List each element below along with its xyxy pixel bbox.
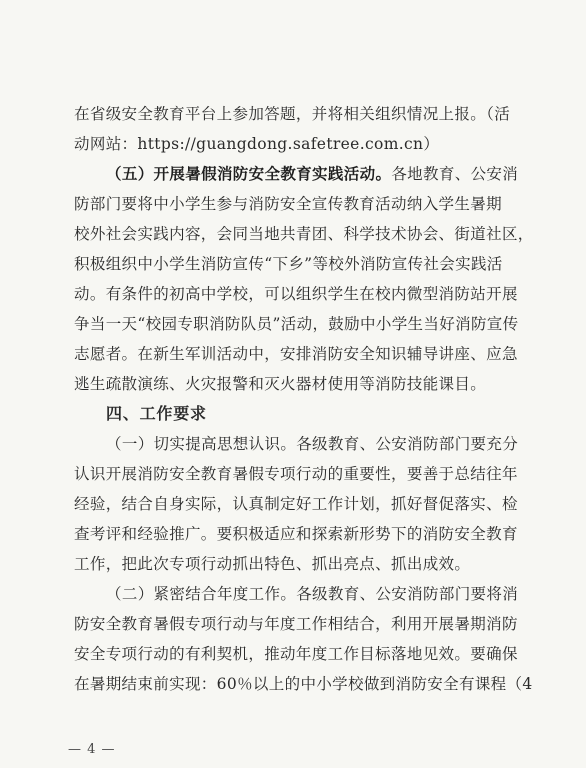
text-line-14: 经验，结合自身实际，认真制定好工作计划，抓好督促落实、检 — [74, 495, 518, 513]
paragraph-5-title: （五）开展暑假消防安全教育实践活动。 — [106, 164, 392, 183]
text-line-4: 防部门要将中小学生参与消防安全宣传教育活动纳入学生暑期 — [74, 195, 502, 213]
page-number: — 4 — — [68, 742, 116, 757]
text-line-2: 动网站：https://guangdong.safetree.com.cn） — [74, 135, 440, 153]
requirement-1-first-line — [106, 434, 526, 454]
text-line-19: 安全专项行动的有利契机，推动年度工作目标落地见效。要确保 — [74, 645, 518, 663]
requirement-2-title: （二）紧密结合年度工作。 — [106, 585, 297, 603]
section-heading: 四、工作要求 — [106, 404, 207, 423]
text-line-10: 逃生疏散演练、火灾报警和灭火器材使用等消防技能课目。 — [74, 375, 487, 393]
text-line-9: 志愿者。在新生军训活动中，安排消防安全知识辅导讲座、应急 — [74, 345, 518, 363]
text-line-13: 认识开展消防安全教育暑假专项行动的重要性，要善于总结往年 — [74, 465, 518, 483]
text-line-20: 在暑期结束前实现：60％以上的中小学校做到消防安全有课程（4 — [74, 675, 533, 693]
paragraph-5-text: 各地教育、公安消 — [391, 165, 519, 183]
text-line-18: 防安全教育暑假专项行动与年度工作相结合，利用开展暑期消防 — [74, 615, 518, 633]
text-line-8: 争当一天“校园专职消防队员”活动，鼓励中小学生当好消防宣传 — [74, 315, 519, 333]
paragraph-5-first-line — [106, 164, 526, 184]
text-line-6: 积极组织中小学生消防宣传“下乡”等校外消防宣传社会实践活 — [74, 255, 503, 273]
requirement-2-text: 各级教育、公安消防部门要将消 — [296, 585, 519, 603]
text-line-1: 在省级安全教育平台上参加答题，并将相关组织情况上报。（活 — [74, 105, 511, 123]
requirement-2-first-line — [106, 584, 526, 604]
text-line-15: 查考评和经验推广。要积极适应和探索新形势下的消防安全教育 — [74, 525, 518, 543]
text-line-7: 动。有条件的初高中学校，可以组织学生在校内微型消防站开展 — [74, 285, 518, 303]
requirement-1-title: （一）切实提高思想认识。 — [106, 435, 297, 453]
text-line-16: 工作，把此次专项行动抓出特色、抓出亮点、抓出成效。 — [74, 555, 471, 573]
requirement-1-text: 各级教育、公安消防部门要充分 — [296, 435, 519, 453]
text-line-5: 校外社会实践内容，会同当地共青团、科学技术协会、街道社区， — [74, 225, 534, 243]
